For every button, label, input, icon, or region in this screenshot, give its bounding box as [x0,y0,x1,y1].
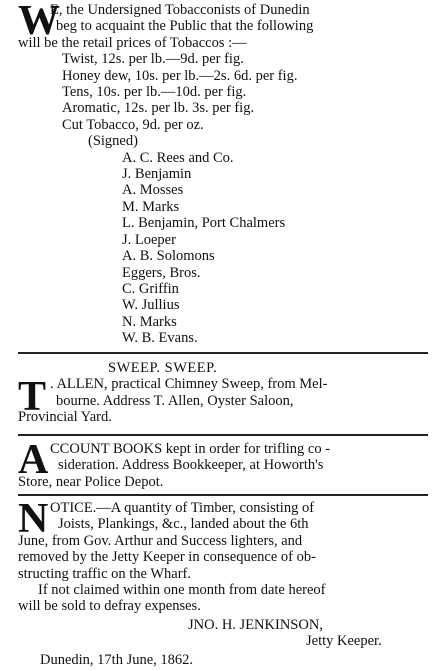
section-divider [18,352,428,354]
drop-cap-n: N [18,496,49,542]
notice-line: . ALLEN, practical Chimney Sweep, from Mel- [50,376,328,393]
signatory: C. Griffin [122,280,179,297]
signatory: N. Marks [122,313,177,330]
notice-line: Provincial Yard. [18,409,112,426]
signatory: M. Marks [122,198,180,215]
chimney-sweep-notice [18,360,426,426]
price-list [18,51,426,133]
notice-line: If not claimed within one month from date hereof [38,582,326,599]
notice-line: beg to acquaint the Public that the following [56,18,314,35]
notice-line: June, from Gov. Arthur and Success lighters, and [18,532,303,549]
notice-line: will be the retail prices of Tobaccos :— [18,34,247,51]
signatory: W. B. Evans. [122,330,198,347]
signatory: Eggers, Bros. [122,264,201,281]
price-item: Tens, 10s. per lb.—10d. per fig. [62,84,247,101]
section-divider [18,494,428,496]
signed-label: (Signed) [88,133,138,150]
notice-line: CCOUNT BOOKS kept in order for trifling co - [50,441,331,457]
signatory: A. C. Rees and Co. [122,149,234,166]
signatory: J. Loeper [122,231,176,248]
sweep-heading: SWEEP. SWEEP. [108,360,218,376]
account-books-notice [18,437,426,490]
notice-line: sideration. Address Bookkeeper, at Howorth's [58,457,324,474]
notice-line: OTICE.—A quantity of Timber, consisting of [50,500,315,516]
notice-line: removed by the Jetty Keeper in consequence of ob- [18,549,316,566]
signatory: A. B. Solomons [122,248,215,265]
section-divider [18,434,428,436]
notice-line: bourne. Address T. Allen, Oyster Saloon, [56,392,294,409]
signatory-list [18,150,426,347]
notice-line: will be sold to defray expenses. [18,598,201,615]
price-item: Honey dew, 10s. per lb.—2s. 6d. per fig. [62,67,298,84]
notice-line: structing traffic on the Wharf. [18,565,192,582]
drop-cap-w: W [18,0,60,44]
signatory: J. Benjamin [122,166,192,183]
signer-name: JNO. H. JENKINSON, [188,616,323,633]
notice-line: E, the Undersigned Tobacconists of Dunedin [50,2,310,18]
drop-cap-t: T [18,374,47,420]
notice-line: Joists, Plankings, &c., landed about the 6th [58,516,309,533]
notice-line: Store, near Police Depot. [18,473,164,490]
signer-title: Jetty Keeper. [306,633,382,650]
timber-notice [18,496,426,668]
signatory: A. Mosses [122,182,184,199]
price-item: Cut Tobacco, 9d. per oz. [62,116,204,133]
price-item: Twist, 12s. per lb.—9d. per fig. [62,51,244,68]
price-item: Aromatic, 12s. per lb. 3s. per fig. [62,100,255,117]
dateline: Dunedin, 17th June, 1862. [40,651,194,668]
tobacconists-notice [18,2,426,347]
drop-cap-a: A [18,437,49,483]
signatory: L. Benjamin, Port Chalmers [122,215,286,232]
signatory: W. Jullius [122,297,180,314]
